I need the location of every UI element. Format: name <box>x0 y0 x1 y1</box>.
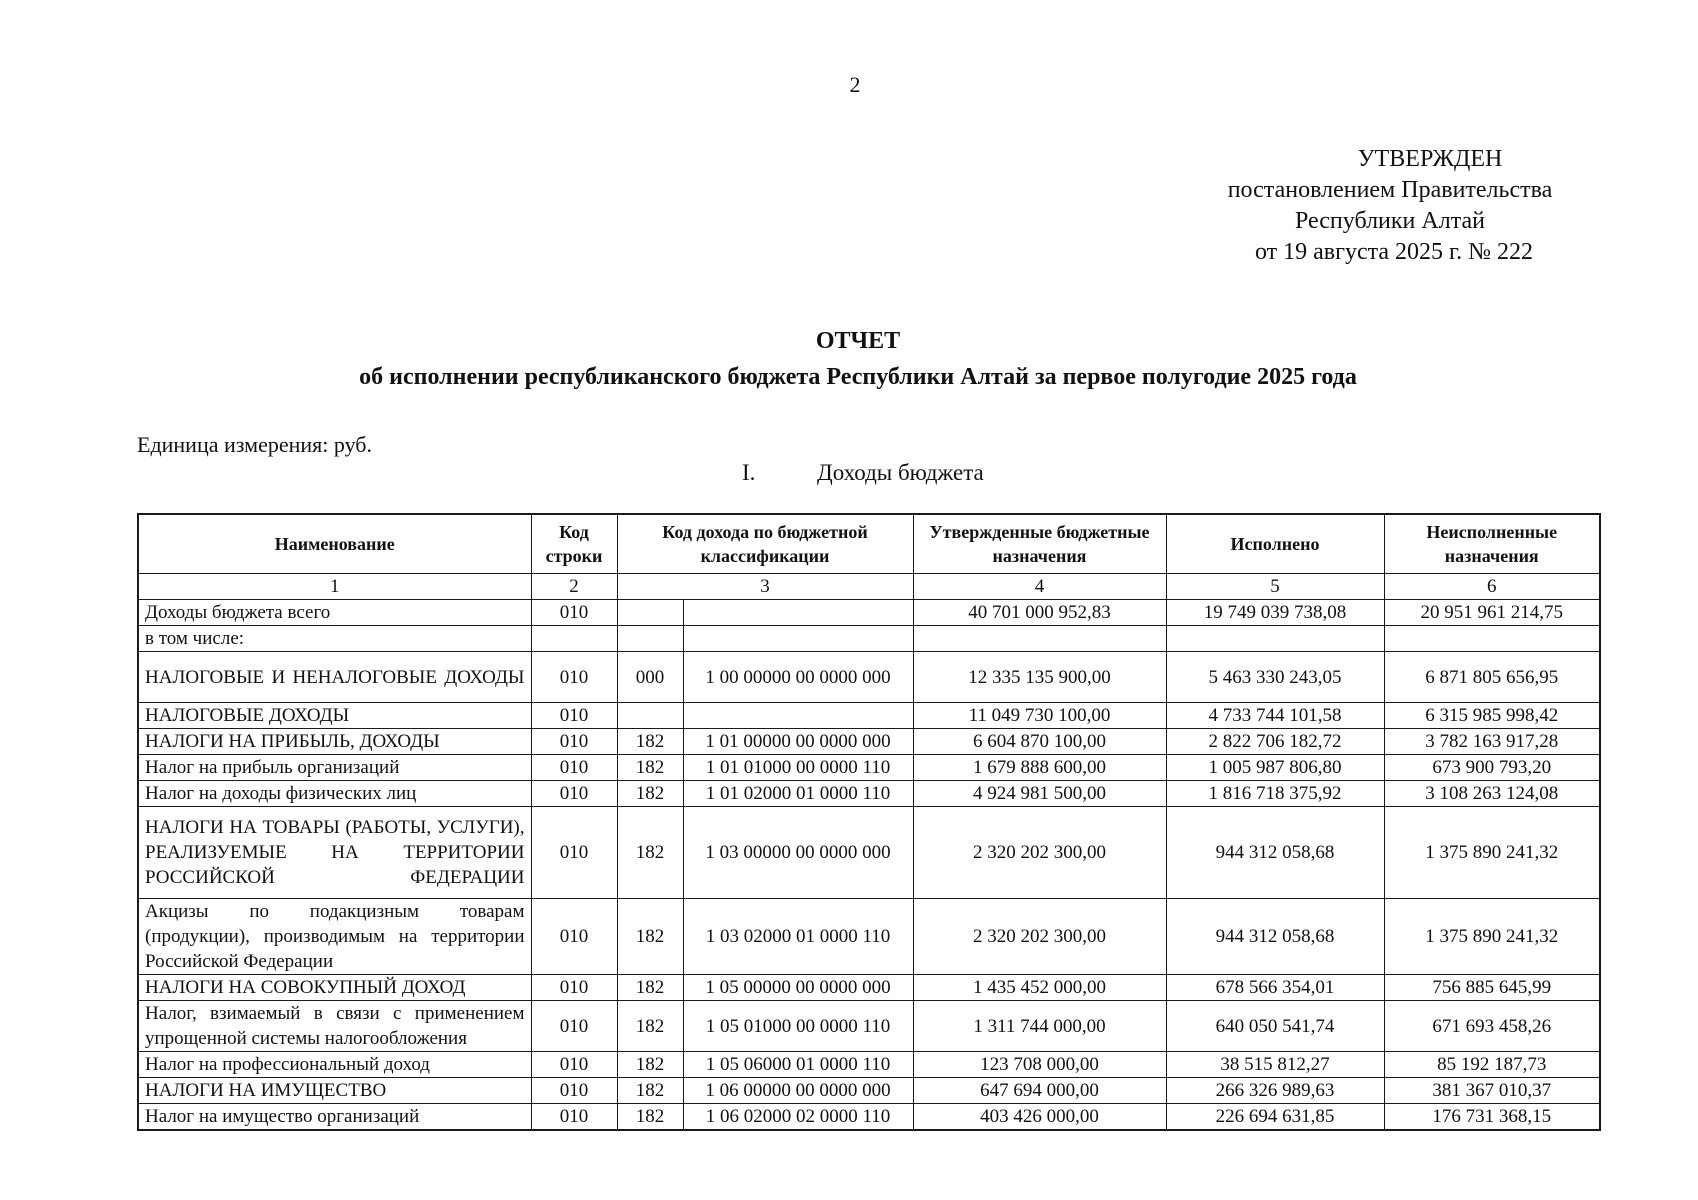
row-executed-cell: 5 463 330 243,05 <box>1166 652 1384 703</box>
row-executed-cell: 19 749 039 738,08 <box>1166 600 1384 626</box>
row-approved-cell: 123 708 000,00 <box>913 1052 1166 1078</box>
row-approved-cell: 403 426 000,00 <box>913 1104 1166 1131</box>
approval-line-3: Республики Алтай <box>1295 208 1485 234</box>
table-row <box>138 1078 1600 1104</box>
column-number-row <box>138 574 1600 600</box>
row-approved-cell: 1 311 744 000,00 <box>913 1001 1166 1052</box>
row-kbk-cell: 1 05 06000 01 0000 110 <box>683 1052 913 1078</box>
table-row <box>138 807 1600 899</box>
row-executed-cell: 4 733 744 101,58 <box>1166 703 1384 729</box>
row-approved-cell: 647 694 000,00 <box>913 1078 1166 1104</box>
row-name-cell: Налог, взимаемый в связи с применением упрощенной системы налогообложения <box>138 1001 531 1052</box>
table-row <box>138 626 1600 652</box>
row-unexecuted-cell: 6 871 805 656,95 <box>1384 652 1600 703</box>
row-approved-cell: 2 320 202 300,00 <box>913 807 1166 899</box>
row-executed-cell: 944 312 058,68 <box>1166 807 1384 899</box>
row-line-code-cell: 010 <box>531 652 617 703</box>
table-row <box>138 781 1600 807</box>
row-name-cell: НАЛОГИ НА ПРИБЫЛЬ, ДОХОДЫ <box>138 729 531 755</box>
row-executed-cell: 2 822 706 182,72 <box>1166 729 1384 755</box>
row-unexecuted-cell: 3 108 263 124,08 <box>1384 781 1600 807</box>
row-admin-code-cell <box>617 600 683 626</box>
table-row <box>138 1001 1600 1052</box>
column-number: 3 <box>617 574 913 600</box>
header-income-code: Код дохода по бюджетной классификации <box>617 514 913 574</box>
table-row <box>138 899 1600 975</box>
row-admin-code-cell: 000 <box>617 652 683 703</box>
row-unexecuted-cell: 673 900 793,20 <box>1384 755 1600 781</box>
approval-line-4: от 19 августа 2025 г. № 222 <box>1254 239 1534 265</box>
row-approved-cell: 11 049 730 100,00 <box>913 703 1166 729</box>
row-admin-code-cell: 182 <box>617 1104 683 1131</box>
row-name-cell: Налог на профессиональный доход <box>138 1052 531 1078</box>
row-approved-cell: 40 701 000 952,83 <box>913 600 1166 626</box>
row-unexecuted-cell: 85 192 187,73 <box>1384 1052 1600 1078</box>
column-number: 1 <box>138 574 531 600</box>
row-line-code-cell: 010 <box>531 1104 617 1131</box>
row-unexecuted-cell: 20 951 961 214,75 <box>1384 600 1600 626</box>
row-unexecuted-cell: 3 782 163 917,28 <box>1384 729 1600 755</box>
section-heading <box>742 460 984 486</box>
row-approved-cell: 12 335 135 900,00 <box>913 652 1166 703</box>
row-line-code-cell: 010 <box>531 600 617 626</box>
row-executed-cell: 1 816 718 375,92 <box>1166 781 1384 807</box>
row-kbk-cell: 1 06 02000 02 0000 110 <box>683 1104 913 1131</box>
row-line-code-cell: 010 <box>531 755 617 781</box>
row-line-code-cell: 010 <box>531 975 617 1001</box>
row-admin-code-cell: 182 <box>617 1001 683 1052</box>
row-kbk-cell: 1 01 00000 00 0000 000 <box>683 729 913 755</box>
approval-line-1: УТВЕРЖДЕН <box>1357 146 1503 172</box>
table-row <box>138 1052 1600 1078</box>
row-admin-code-cell <box>617 703 683 729</box>
row-kbk-cell <box>683 600 913 626</box>
row-approved-cell <box>913 626 1166 652</box>
row-unexecuted-cell: 176 731 368,15 <box>1384 1104 1600 1131</box>
header-name: Наименование <box>138 514 531 574</box>
row-admin-code-cell: 182 <box>617 807 683 899</box>
row-admin-code-cell: 182 <box>617 781 683 807</box>
row-line-code-cell: 010 <box>531 899 617 975</box>
income-table <box>137 513 1601 1131</box>
row-kbk-cell: 1 03 02000 01 0000 110 <box>683 899 913 975</box>
row-kbk-cell: 1 05 00000 00 0000 000 <box>683 975 913 1001</box>
column-number: 5 <box>1166 574 1384 600</box>
row-name-cell: НАЛОГИ НА СОВОКУПНЫЙ ДОХОД <box>138 975 531 1001</box>
table-row <box>138 1104 1600 1131</box>
row-kbk-cell: 1 00 00000 00 0000 000 <box>683 652 913 703</box>
row-line-code-cell <box>531 626 617 652</box>
row-kbk-cell <box>683 626 913 652</box>
row-name-cell: Налог на прибыль организаций <box>138 755 531 781</box>
row-kbk-cell: 1 06 00000 00 0000 000 <box>683 1078 913 1104</box>
row-line-code-cell: 010 <box>531 1078 617 1104</box>
row-unexecuted-cell <box>1384 626 1600 652</box>
row-executed-cell: 678 566 354,01 <box>1166 975 1384 1001</box>
approval-line-2: постановлением Правительства <box>1227 177 1553 203</box>
row-line-code-cell: 010 <box>531 729 617 755</box>
row-executed-cell: 1 005 987 806,80 <box>1166 755 1384 781</box>
row-line-code-cell: 010 <box>531 1052 617 1078</box>
row-executed-cell <box>1166 626 1384 652</box>
row-name-cell: в том числе: <box>138 626 531 652</box>
row-line-code-cell: 010 <box>531 781 617 807</box>
row-unexecuted-cell: 671 693 458,26 <box>1384 1001 1600 1052</box>
page-number: 2 <box>849 72 861 97</box>
row-name-cell: Акцизы по подакцизным товарам (продукции), производимым на территории Российской Федерации <box>138 899 531 975</box>
header-executed: Исполнено <box>1166 514 1384 574</box>
row-approved-cell: 2 320 202 300,00 <box>913 899 1166 975</box>
approval-stamp <box>1170 144 1610 268</box>
row-unexecuted-cell: 6 315 985 998,42 <box>1384 703 1600 729</box>
table-body <box>138 574 1600 1131</box>
row-kbk-cell: 1 05 01000 00 0000 110 <box>683 1001 913 1052</box>
row-kbk-cell: 1 03 00000 00 0000 000 <box>683 807 913 899</box>
section-title: Доходы бюджета <box>817 460 984 485</box>
row-admin-code-cell: 182 <box>617 755 683 781</box>
row-admin-code-cell: 182 <box>617 729 683 755</box>
row-name-cell: Налог на имущество организаций <box>138 1104 531 1131</box>
row-kbk-cell <box>683 703 913 729</box>
row-admin-code-cell: 182 <box>617 899 683 975</box>
row-name-cell: Налог на доходы физических лиц <box>138 781 531 807</box>
row-unexecuted-cell: 1 375 890 241,32 <box>1384 899 1600 975</box>
row-name-cell: НАЛОГИ НА ИМУЩЕСТВО <box>138 1078 531 1104</box>
row-unexecuted-cell: 756 885 645,99 <box>1384 975 1600 1001</box>
column-number: 2 <box>531 574 617 600</box>
row-approved-cell: 6 604 870 100,00 <box>913 729 1166 755</box>
row-line-code-cell: 010 <box>531 703 617 729</box>
row-approved-cell: 1 435 452 000,00 <box>913 975 1166 1001</box>
row-admin-code-cell <box>617 626 683 652</box>
row-approved-cell: 1 679 888 600,00 <box>913 755 1166 781</box>
section-number: I. <box>742 460 756 485</box>
row-kbk-cell: 1 01 02000 01 0000 110 <box>683 781 913 807</box>
report-title: ОТЧЕТ <box>815 328 901 354</box>
column-number: 6 <box>1384 574 1600 600</box>
row-approved-cell: 4 924 981 500,00 <box>913 781 1166 807</box>
row-executed-cell: 38 515 812,27 <box>1166 1052 1384 1078</box>
row-admin-code-cell: 182 <box>617 1052 683 1078</box>
table-row <box>138 755 1600 781</box>
row-executed-cell: 944 312 058,68 <box>1166 899 1384 975</box>
row-name-cell: Доходы бюджета всего <box>138 600 531 626</box>
table-header-row <box>138 514 1600 574</box>
row-name-cell: НАЛОГОВЫЕ И НЕНАЛОГОВЫЕ ДОХОДЫ <box>138 652 531 703</box>
row-line-code-cell: 010 <box>531 1001 617 1052</box>
row-admin-code-cell: 182 <box>617 975 683 1001</box>
row-executed-cell: 226 694 631,85 <box>1166 1104 1384 1131</box>
column-number: 4 <box>913 574 1166 600</box>
row-unexecuted-cell: 381 367 010,37 <box>1384 1078 1600 1104</box>
row-kbk-cell: 1 01 01000 00 0000 110 <box>683 755 913 781</box>
table-row <box>138 703 1600 729</box>
table-row <box>138 652 1600 703</box>
table-row <box>138 975 1600 1001</box>
row-executed-cell: 266 326 989,63 <box>1166 1078 1384 1104</box>
table-row <box>138 729 1600 755</box>
row-unexecuted-cell: 1 375 890 241,32 <box>1384 807 1600 899</box>
row-name-cell: НАЛОГОВЫЕ ДОХОДЫ <box>138 703 531 729</box>
header-unexecuted: Неисполненные назначения <box>1384 514 1600 574</box>
table-row <box>138 600 1600 626</box>
header-line-code: Код строки <box>531 514 617 574</box>
row-admin-code-cell: 182 <box>617 1078 683 1104</box>
row-name-cell: НАЛОГИ НА ТОВАРЫ (РАБОТЫ, УСЛУГИ), РЕАЛИЗУЕМЫЕ НА ТЕРРИТОРИИ РОССИЙСКОЙ ФЕДЕРАЦИИ <box>138 807 531 899</box>
row-executed-cell: 640 050 541,74 <box>1166 1001 1384 1052</box>
row-line-code-cell: 010 <box>531 807 617 899</box>
report-subtitle: об исполнении республиканского бюджета Республики Алтай за первое полугодие 2025 года <box>359 364 1357 390</box>
measurement-unit: Единица измерения: руб. <box>137 432 372 457</box>
header-approved: Утвержденные бюджетные назначения <box>913 514 1166 574</box>
